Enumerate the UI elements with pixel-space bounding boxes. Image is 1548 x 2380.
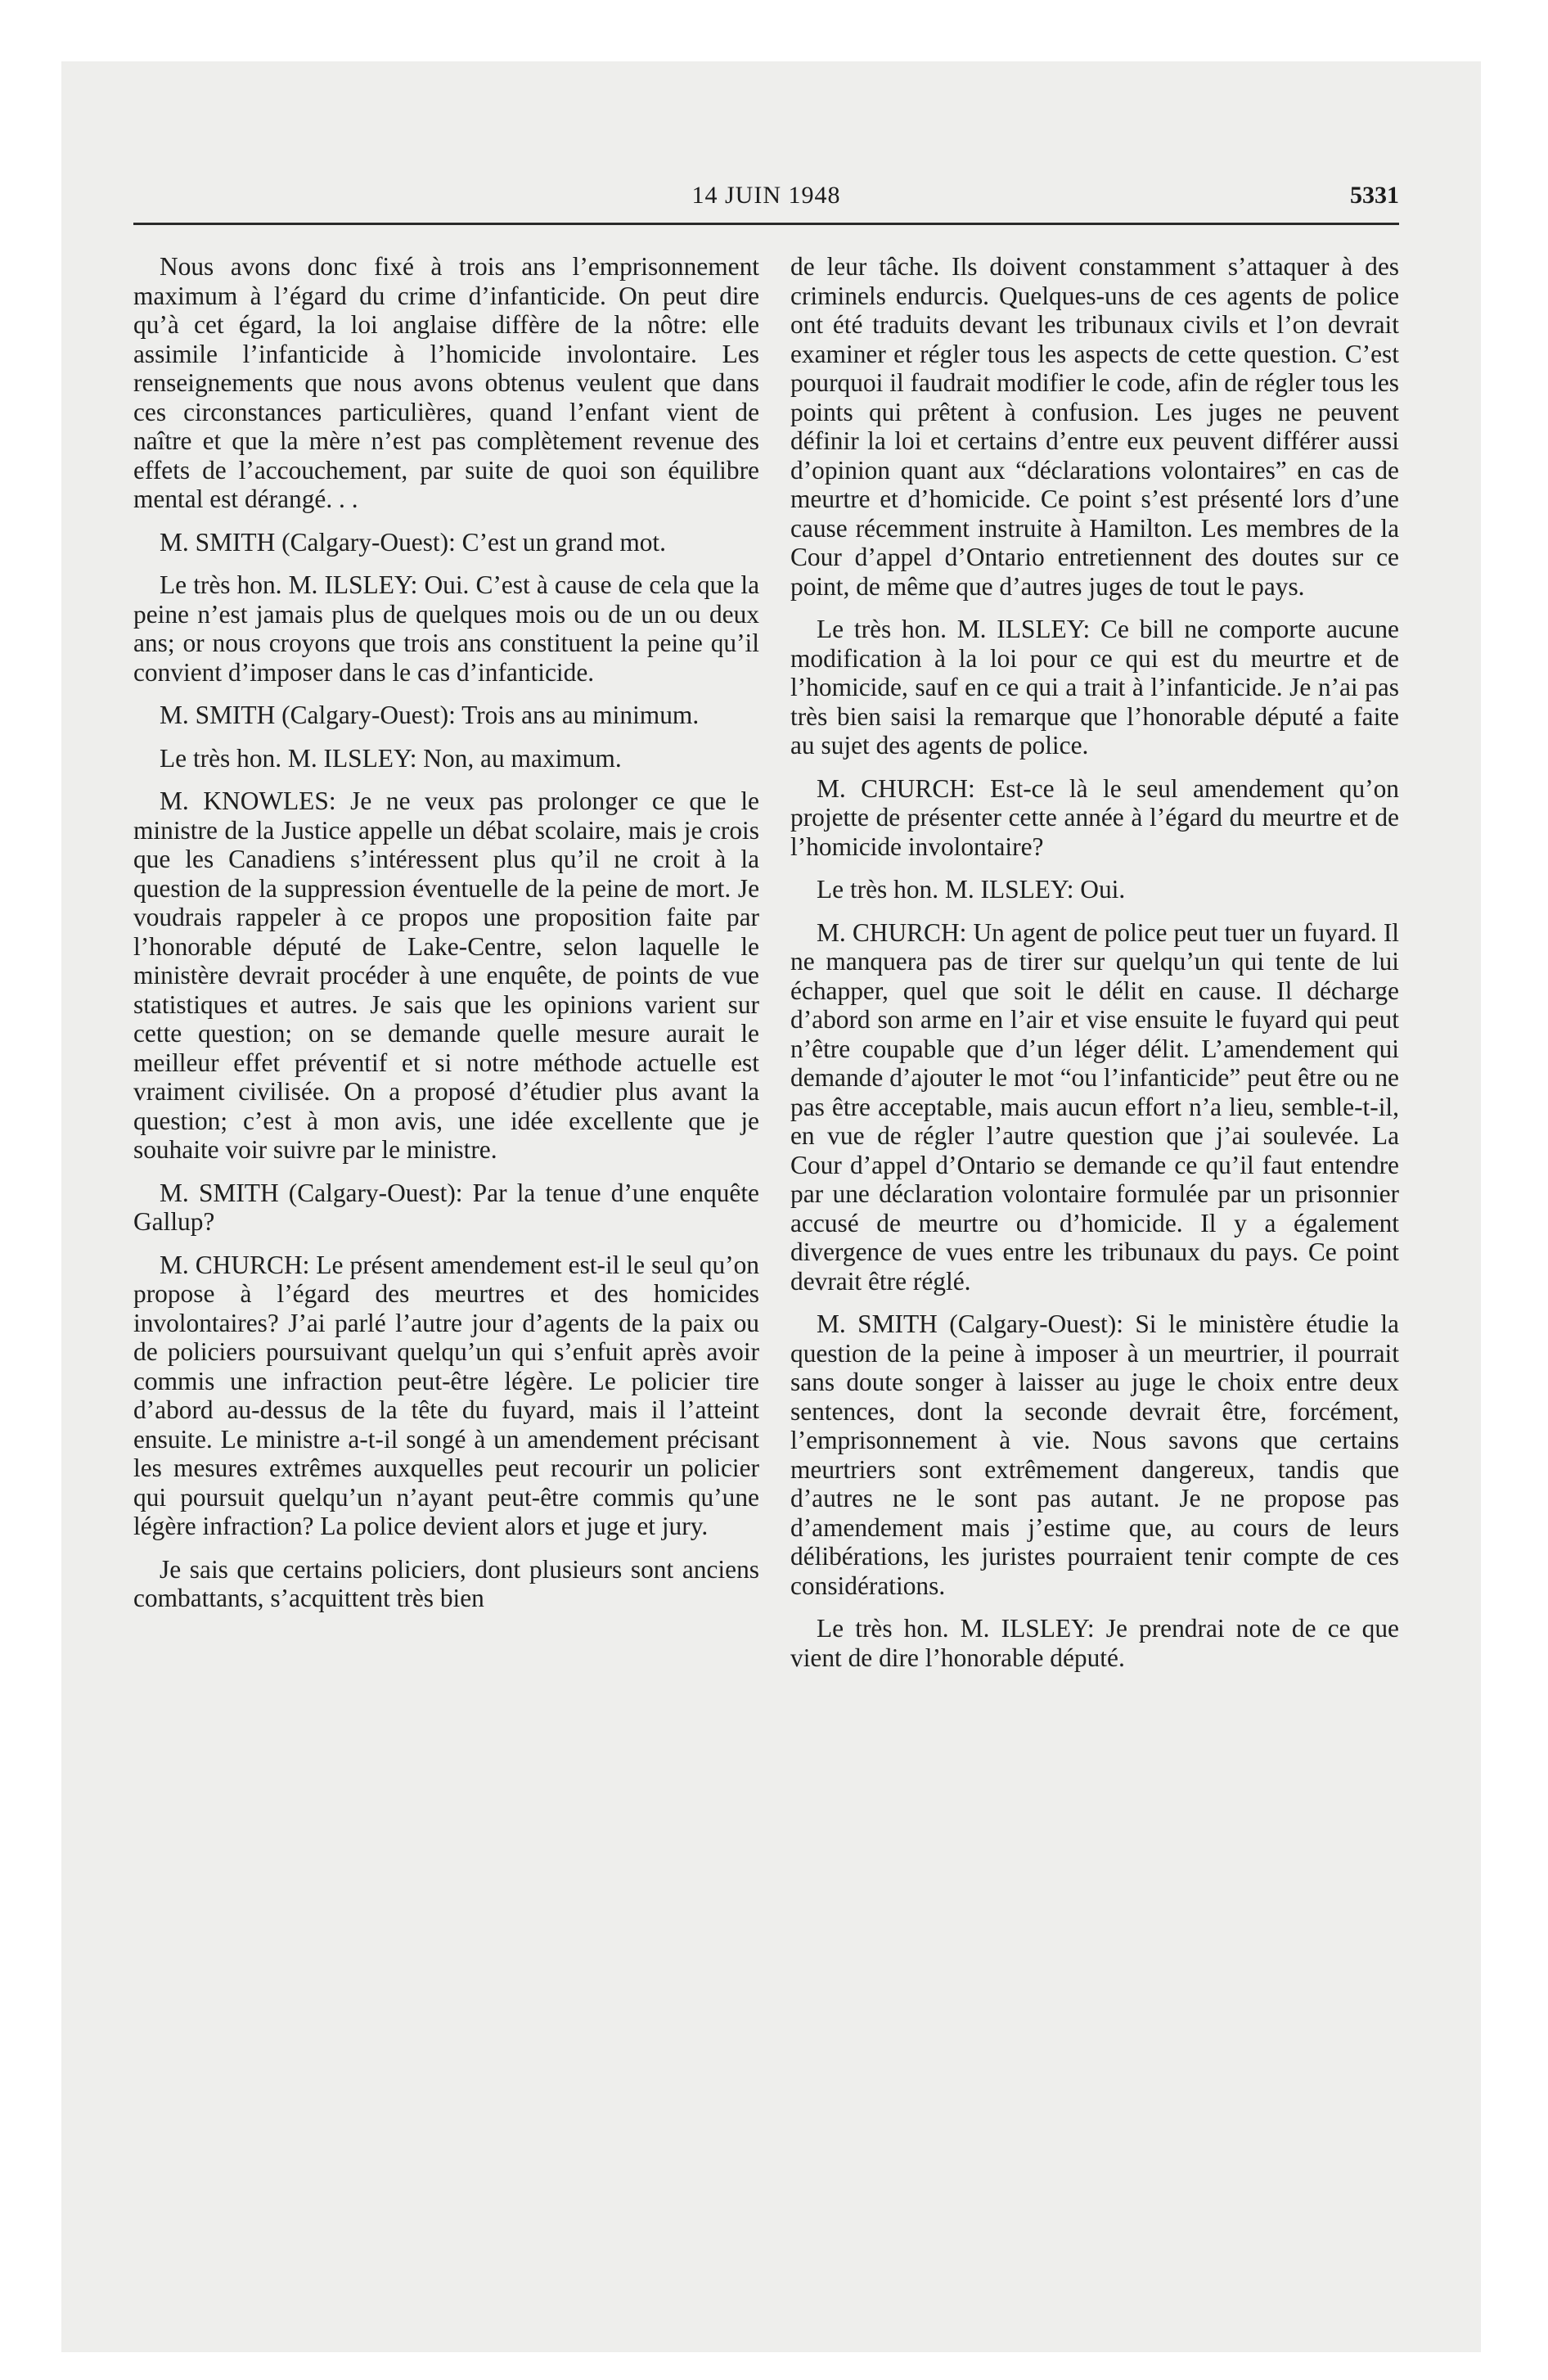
right-column — [790, 252, 1399, 1686]
paragraph: M. KNOWLES: Je ne veux pas prolonger ce que le ministre de la Justice appelle un débat scolaire, mais je crois que les Canadiens s’intéressent plus qu’il ne croit à la question de la suppression éventuelle de la peine de mort. Je voudrais rappeler à ce propos une proposition faite par l’honorable député de Lake-Centre, selon laquelle le ministère devrait procéder à une enquête, de points de vue statistiques et autres. Je sais que les opinions varient sur cette question; on se demande quelle mesure aurait le meilleur effet préventif et si notre méthode actuelle est vraiment civilisée. On a proposé d’étudier plus avant la question; c’est à mon avis, une idée excellente que je souhaite voir suivre par le ministre. — [133, 787, 759, 1164]
paragraph: M. SMITH (Calgary-Ouest): Trois ans au minimum. — [160, 701, 700, 729]
paragraph: M. SMITH (Calgary-Ouest): Si le ministère étudie la question de la peine à imposer à un meurtrier, il pourrait sans doute songer à laisser au juge le choix entre deux sentences, dont la seconde devrait être, forcément, l’emprisonnement à vie. Nous savons que certains meurtriers sont extrêmement dangereux, tandis que d’autres ne le sont pas autant. Je ne propose pas d’amendement mais j’estime que, au cours de leurs délibérations, les juristes pourraient tenir compte de ces considérations. — [790, 1309, 1399, 1600]
paragraph: M. SMITH (Calgary-Ouest): C’est un grand mot. — [160, 527, 666, 557]
paragraph: Le très hon. M. ILSLEY: Non, au maximum. — [160, 743, 622, 773]
paragraph: Nous avons donc fixé à trois ans l’emprisonnement maximum à l’égard du crime d’infanticide. On peut dire qu’à cet égard, la loi anglaise diffère de la nôtre: elle assimile l’infanticide à l’homicide involontaire. Les renseignements que nous avons obtenus veulent que dans ces circonstances particulières, quand l’enfant vient de naître et que la mère n’est pas complètement revenue des effets de l’accouchement, par suite de quoi son équilibre mental est dérangé. . . — [133, 252, 759, 513]
paragraph: de leur tâche. Ils doivent constamment s’attaquer à des criminels endurcis. Quelques-uns de ces agents de police ont été traduits devant les tribunaux civils et l’on devrait examiner et régler tous les aspects de cette question. C’est pourquoi il faudrait modifier le code, afin de régler tous les points qui prêtent à confusion. Les juges ne peuvent définir la loi et certains d’entre eux peuvent différer aussi d’opinion quant aux “déclarations volontaires” en cas de meurtre et d’homicide. Ce point s’est présenté lors d’une cause récemment instruite à Hamilton. Les membres de la Cour d’appel d’Ontario entretiennent des doutes sur ce point, de même que d’autres juges de tout le pays. — [790, 252, 1399, 601]
left-column — [133, 252, 759, 1627]
paragraph: Le très hon. M. ILSLEY: Ce bill ne comporte aucune modification à la loi pour ce qui est du meurtre et de l’homicide, sauf en ce qui a trait à l’infanticide. Je n’ai pas très bien saisi la remarque que l’honorable député a faite au sujet des agents de police. — [790, 615, 1399, 760]
page-number: 5331 — [1350, 182, 1399, 209]
paragraph: Je sais que certains policiers, dont plusieurs sont anciens combattants, s’acquittent très bien — [133, 1554, 759, 1612]
page-header — [133, 180, 1399, 225]
paragraph: M. SMITH (Calgary-Ouest): Par la tenue d’une enquête Gallup? — [133, 1178, 759, 1236]
paragraph: Le très hon. M. ILSLEY: Je prendrai note de ce que vient de dire l’honorable député. — [790, 1614, 1399, 1672]
paragraph: Le très hon. M. ILSLEY: Oui. — [817, 875, 1126, 904]
paragraph: Le très hon. M. ILSLEY: Oui. C’est à cause de cela que la peine n’est jamais plus de quelques mois ou de un ou deux ans; or nous croyons que trois ans constituent la peine qu’il convient d’imposer dans le cas d’infanticide. — [133, 570, 759, 687]
paragraph: M. CHURCH: Le présent amendement est-il le seul qu’on propose à l’égard des meurtres et des homicides involontaires? J’ai parlé l’autre jour d’agents de la paix ou de policiers poursuivant quelqu’un qui s’enfuit après avoir commis une infraction peut-être légère. Le policier tire d’abord au-dessus de la tête du fuyard, mais il l’atteint ensuite. Le ministre a-t-il songé à un amendement précisant les mesures extrêmes auxquelles peut recourir un policier qui poursuit quelqu’un n’ayant peut-être commis qu’une légère infraction? La police devient alors et juge et jury. — [133, 1250, 759, 1540]
paragraph: M. CHURCH: Un agent de police peut tuer un fuyard. Il ne manquera pas de tirer sur quelqu’un qui tente de lui échapper, quel que soit le délit en cause. Il décharge d’abord son arme en l’air et vise ensuite le fuyard qui peut n’être coupable que d’un léger délit. L’amendement qui demande d’ajouter le mot “ou l’infanticide” peut être ou ne pas être acceptable, mais aucun effort n’a lieu, semble-t-il, en vue de régler l’autre question que j’ai soulevée. La Cour d’appel d’Ontario se demande ce qu’il faut entendre par une déclaration volontaire formulée par un prisonnier accusé de meurtre ou d’homicide. Il y a également divergence de vues entre les tribunaux du pays. Ce point devrait être réglé. — [790, 917, 1399, 1296]
header-date: 14 JUIN 1948 — [691, 182, 841, 209]
paragraph: M. CHURCH: Est-ce là le seul amendement qu’on projette de présenter cette année à l’égard du meurtre et de l’homicide involontaire? — [790, 773, 1399, 861]
